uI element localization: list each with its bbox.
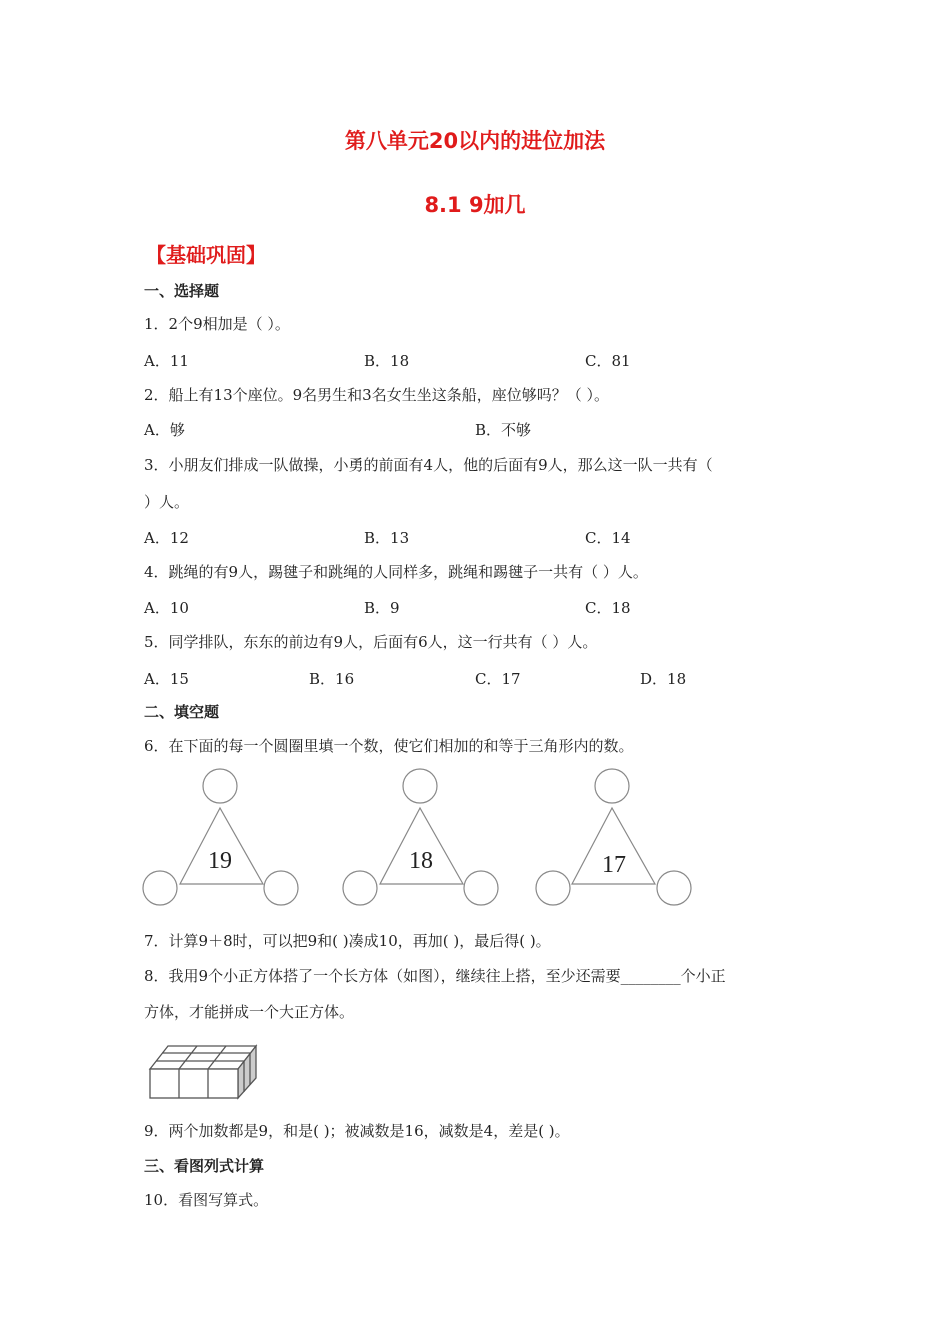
option-a: A．12 [144, 529, 189, 547]
question-10: 10．看图写算式。 [144, 1191, 269, 1209]
option-a: A．10 [144, 599, 189, 617]
option-b: B．16 [309, 670, 355, 688]
question-1: 1．2个9相加是（ ）。 [144, 315, 290, 333]
option-b: B．9 [364, 599, 400, 617]
option-a: A．15 [144, 670, 189, 688]
option-d: D．18 [640, 670, 687, 688]
triangle-figure-2 [343, 769, 498, 905]
triangle-number: 18 [409, 848, 433, 874]
triangle-number: 17 [602, 852, 626, 878]
question-9: 9．两个加数都是9，和是( )；被减数是16，减数是4，差是( )。 [144, 1122, 570, 1140]
question-3-cont: ）人。 [144, 493, 190, 511]
question-8-cont: 方体，才能拼成一个大正方体。 [144, 1003, 355, 1021]
triangle-figure-3 [536, 769, 691, 905]
option-c: C．18 [585, 599, 631, 617]
option-a: A．11 [144, 352, 189, 370]
section-tag: 【基础巩固】 [146, 243, 266, 267]
option-c: C．81 [585, 352, 631, 370]
lesson-title: 8.1 9加几 [424, 193, 526, 217]
question-5: 5．同学排队，东东的前边有9人，后面有6人，这一行共有（ ）人。 [144, 633, 598, 651]
option-b: B．18 [364, 352, 410, 370]
option-b: B．13 [364, 529, 410, 547]
section-heading: 三、看图列式计算 [144, 1157, 265, 1175]
triangle-figure-1 [143, 769, 298, 905]
triangle-number: 19 [208, 848, 232, 874]
question-7: 7．计算9＋8时，可以把9和( )凑成10，再加( )，最后得( )。 [144, 932, 551, 950]
question-2: 2．船上有13个座位。9名男生和3名女生坐这条船，座位够吗？（ ）。 [144, 386, 609, 404]
question-6: 6．在下面的每一个圆圈里填一个数，使它们相加的和等于三角形内的数。 [144, 737, 634, 755]
cuboid-figure [146, 1042, 261, 1102]
question-8: 8．我用9个小正方体搭了一个长方体（如图），继续往上搭，至少还需要________个小正 [144, 967, 726, 985]
option-c: C．17 [475, 670, 521, 688]
option-c: C．14 [585, 529, 631, 547]
section-heading: 二、填空题 [144, 703, 220, 721]
document-title: 第八单元20以内的进位加法 [344, 129, 606, 153]
question-4: 4．跳绳的有9人，踢毽子和跳绳的人同样多，跳绳和踢毽子一共有（ ）人。 [144, 563, 648, 581]
section-heading: 一、选择题 [144, 282, 220, 300]
option-b: B．不够 [475, 421, 532, 439]
triangle-diagrams [0, 760, 950, 910]
option-a: A．够 [144, 421, 185, 439]
question-3: 3．小朋友们排成一队做操，小勇的前面有4人，他的后面有9人，那么这一队一共有（ [144, 456, 713, 474]
